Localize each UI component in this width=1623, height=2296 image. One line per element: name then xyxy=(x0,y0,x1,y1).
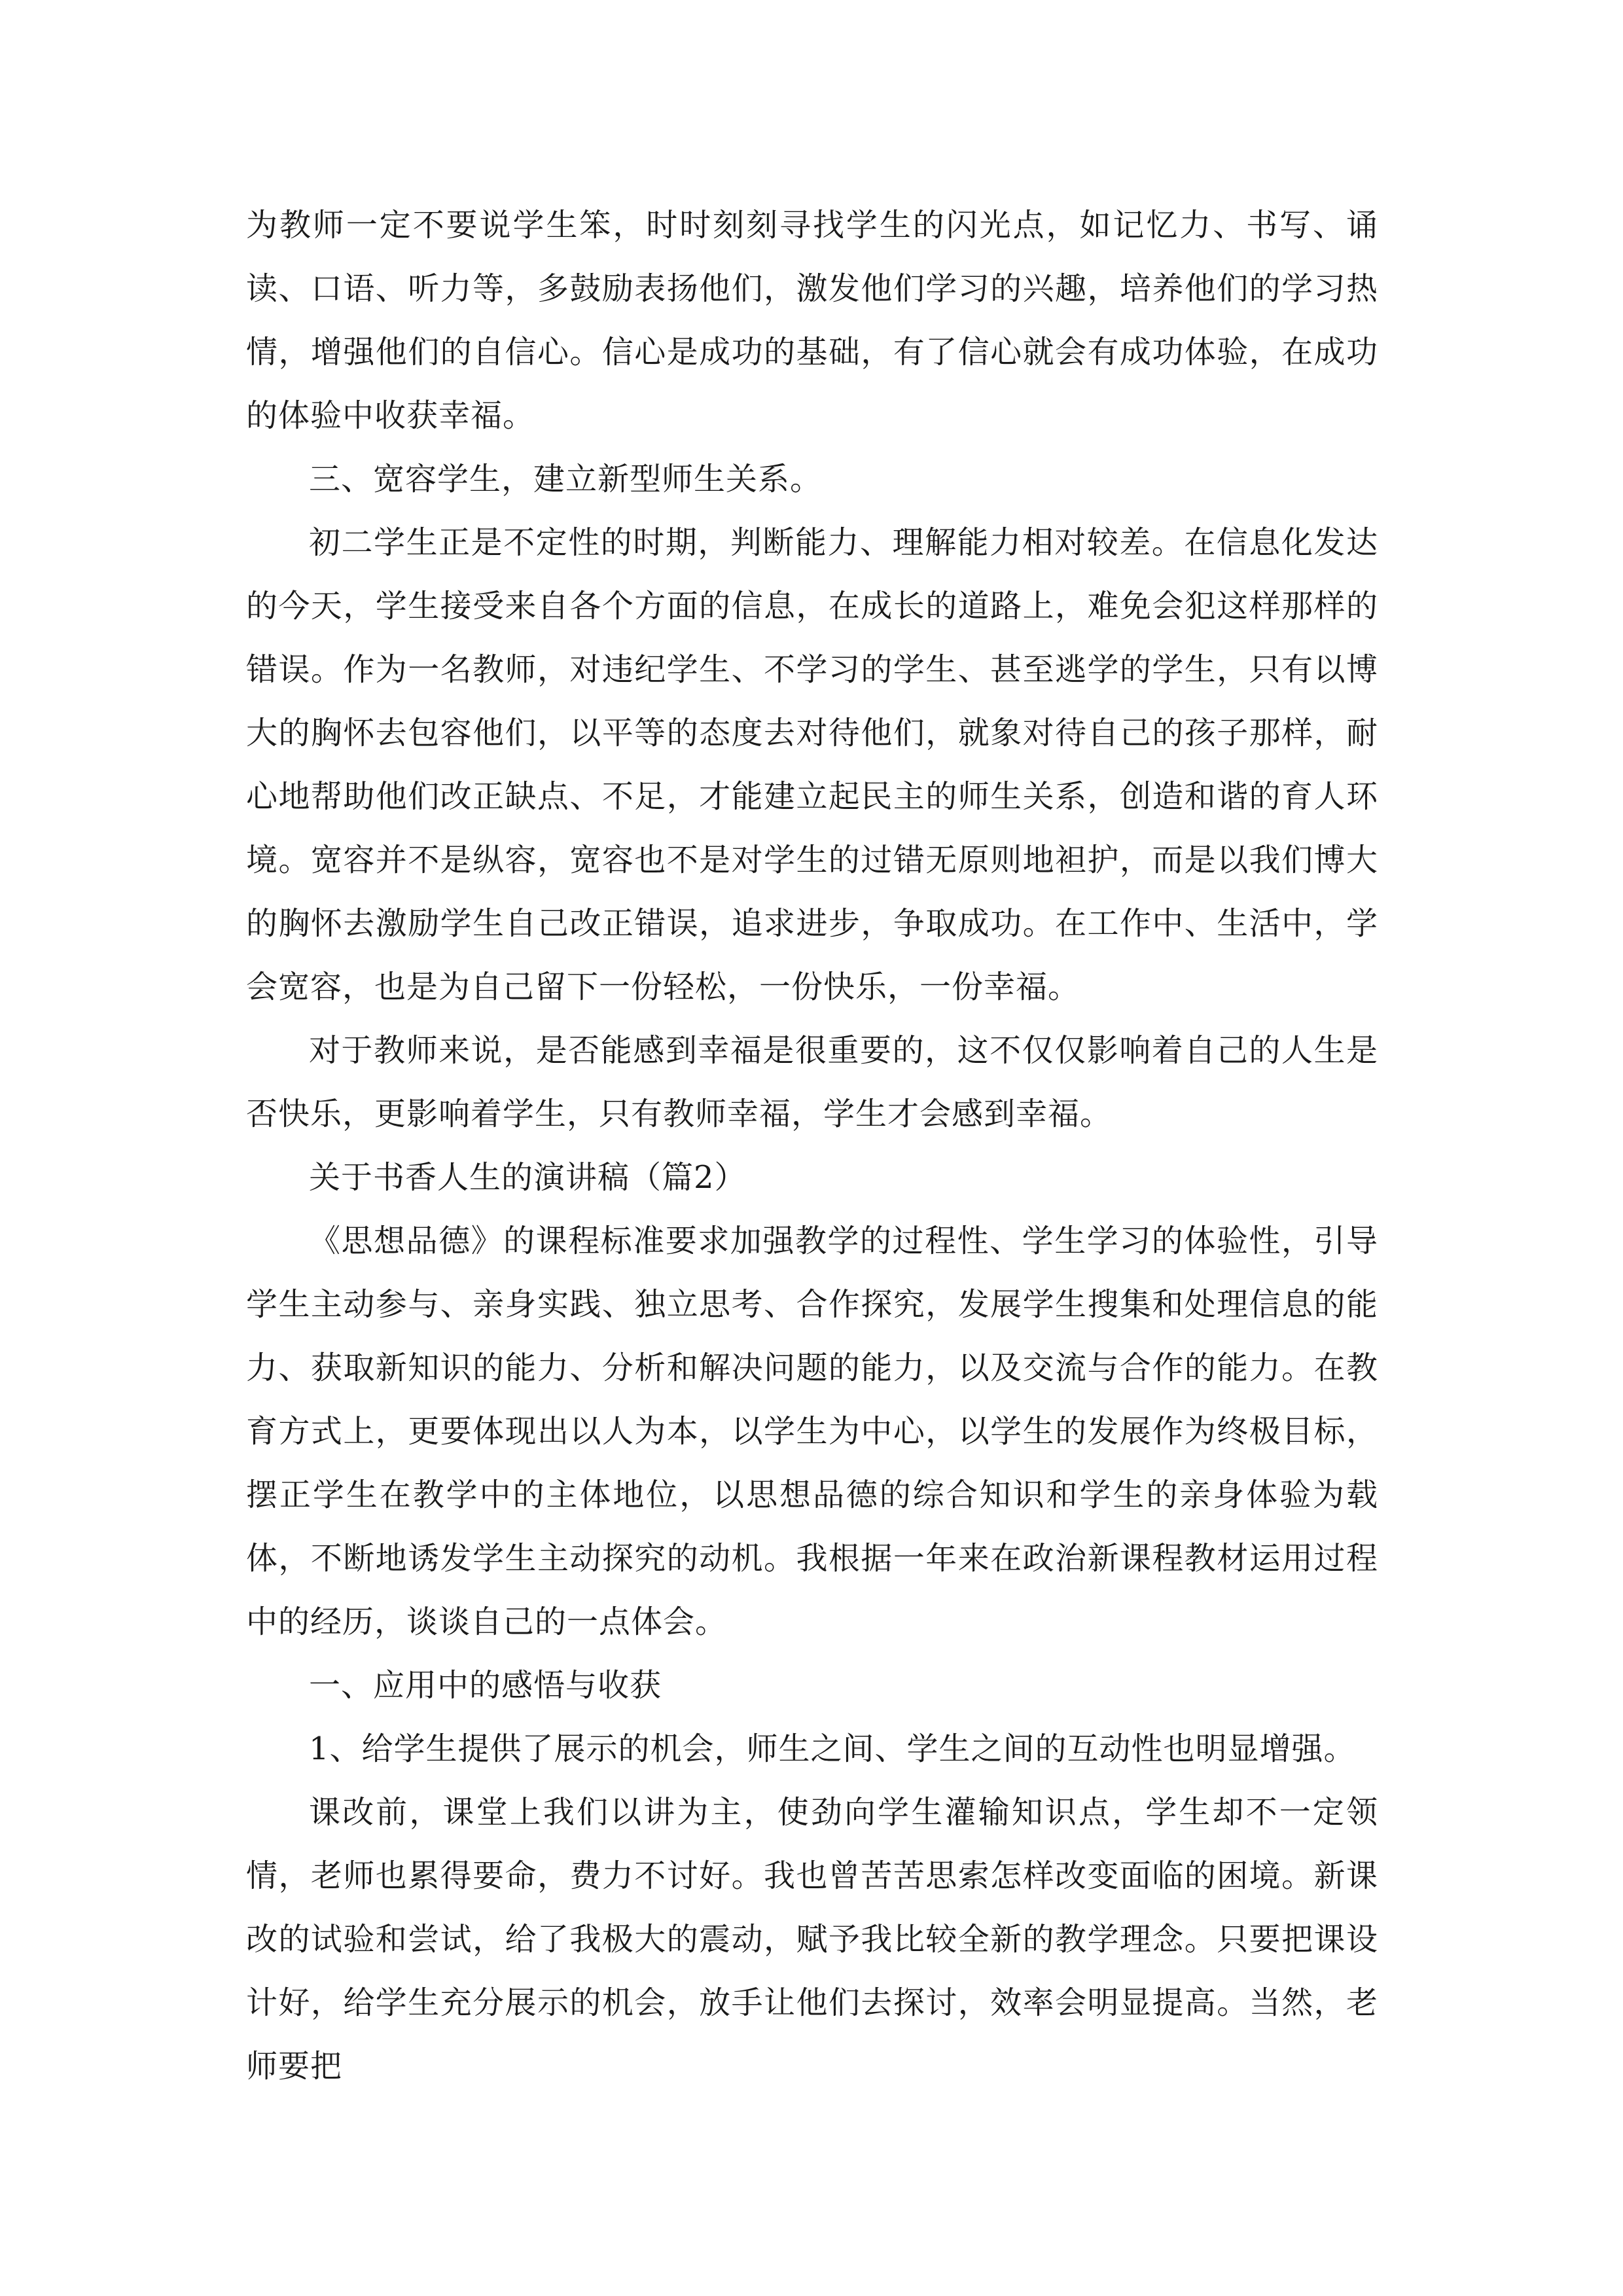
section-heading-insights: 一、应用中的感悟与收获 xyxy=(309,1667,662,1704)
document-body xyxy=(246,194,1378,2098)
article-title: 关于书香人生的演讲稿（篇2） xyxy=(309,1159,747,1196)
subsection-heading: 1、给学生提供了展示的机会，师生之间、学生之间的互动性也明显增强。 xyxy=(309,1731,1356,1767)
paragraph: 初二学生正是不定性的时期，判断能力、理解能力相对较差。在信息化发达的今天，学生接受来自各个方面的信息，在成长的道路上，难免会犯这样那样的错误。作为一名教师，对违纪学生、不学习的学生、甚至逃学的学生，只有以博大的胸怀去包容他们，以平等的态度去对待他们，就象对待自己的孩子那样，耐心地帮助他们改正缺点、不足，才能建立起民主的师生关系，创造和谐的育人环境。宽容并不是纵容，宽容也不是对学生的过错无原则地袒护，而是以我们博大的胸怀去激励学生自己改正错误，追求进步，争取成功。在工作中、生活中，学会宽容，也是为自己留下一份轻松，一份快乐，一份幸福。 xyxy=(246,524,1378,1005)
paragraph-continued: 为教师一定不要说学生笨，时时刻刻寻找学生的闪光点，如记忆力、书写、诵读、口语、听力等，多鼓励表扬他们，激发他们学习的兴趣，培养他们的学习热情，增强他们的自信心。信心是成功的基础，有了信心就会有成功体验，在成功的体验中收获幸福。 xyxy=(246,207,1378,434)
section-heading-tolerance: 三、宽容学生，建立新型师生关系。 xyxy=(309,461,823,497)
paragraph: 对于教师来说，是否能感到幸福是很重要的，这不仅仅影响着自己的人生是否快乐，更影响着学生，只有教师幸福，学生才会感到幸福。 xyxy=(246,1032,1378,1132)
paragraph: 《思想品德》的课程标准要求加强教学的过程性、学生学习的体验性，引导学生主动参与、亲身实践、独立思考、合作探究，发展学生搜集和处理信息的能力、获取新知识的能力、分析和解决问题的能力，以及交流与合作的能力。在教育方式上，更要体现出以人为本，以学生为中心，以学生的发展作为终极目标，摆正学生在教学中的主体地位，以思想品德的综合知识和学生的亲身体验为载体，不断地诱发学生主动探究的动机。我根据一年来在政治新课程教材运用过程中的经历，谈谈自己的一点体会。 xyxy=(246,1223,1378,1640)
paragraph: 课改前，课堂上我们以讲为主，使劲向学生灌输知识点，学生却不一定领情，老师也累得要命，费力不讨好。我也曾苦苦思索怎样改变面临的困境。新课改的试验和尝试，给了我极大的震动，赋予我比较全新的教学理念。只要把课设计好，给学生充分展示的机会，放手让他们去探讨，效率会明显提高。当然，老师要把 xyxy=(246,1794,1378,2085)
